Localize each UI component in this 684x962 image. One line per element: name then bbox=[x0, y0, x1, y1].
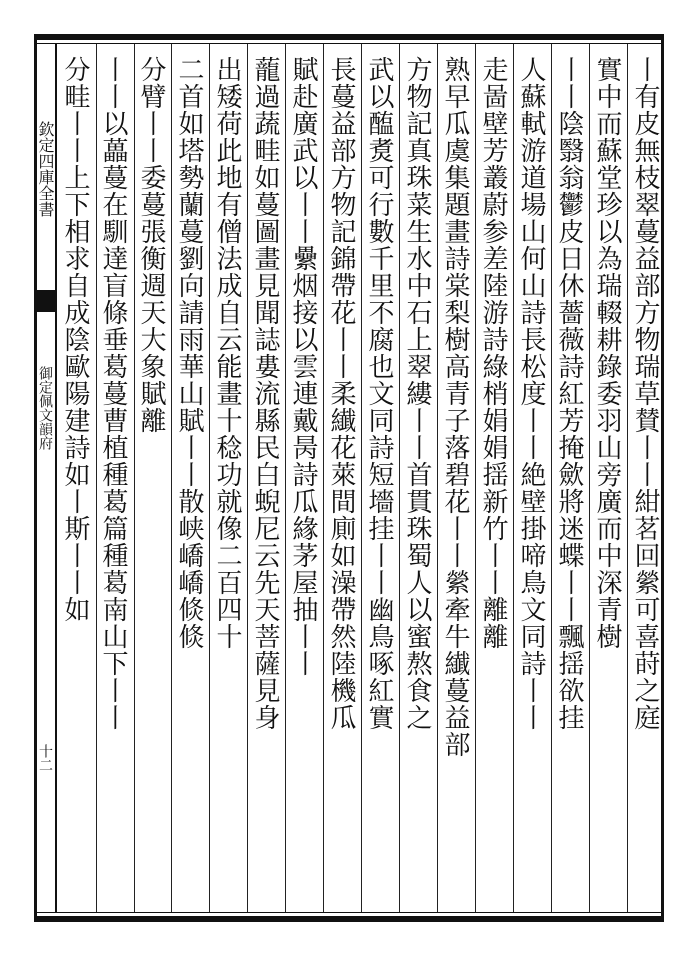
frame-bottom-inner-border bbox=[34, 912, 664, 913]
text-column-3: 丨丨陰翳翁鬱皮日休薔薇詩紅芳掩歛將迷蝶丨丨飄揺欲挂 bbox=[554, 56, 584, 731]
text-column-4: 人蘇軾游道場山何山詩長松度丨丨絶壁掛啼鳥文同詩丨丨 bbox=[516, 56, 546, 731]
text-column-6: 熟早瓜虞集題畫詩棠梨樹高青子落碧花丨丨縈牽牛纎蔓益部 bbox=[440, 56, 470, 758]
text-column-15: 丨丨以藟蔓在馴達盲條垂葛蔓曹植種葛篇種葛南山下丨丨 bbox=[98, 56, 128, 731]
page-number: 十二 bbox=[37, 744, 53, 772]
text-column-7: 方物記真珠菜生水中石上翠縷丨丨首貫珠蜀人以蜜熬食之 bbox=[402, 56, 432, 731]
text-column-13: 二首如塔勢蘭蔓劉向請雨華山賦丨丨散峡嶠嶠倐倐 bbox=[174, 56, 204, 650]
text-column-8: 武以醢煑可行數千里不腐也文同詩短墻挂丨丨幽鳥啄紅實 bbox=[364, 56, 394, 731]
text-column-12: 出矮荷此地有僧法成自云能畫十稔功就像二百四十 bbox=[212, 56, 242, 650]
fishtail-mark bbox=[34, 290, 56, 312]
margin-column-rule bbox=[55, 44, 57, 912]
text-column-14: 分臂丨丨委蔓張衡週天大象賦離 bbox=[136, 56, 166, 434]
text-column-2: 實中而蘇堂珍以為瑞輟耕錄委羽山旁廣而中深青樹 bbox=[592, 56, 622, 650]
frame-top-border bbox=[34, 34, 664, 40]
chapter-title: 御定佩文韻府 bbox=[37, 366, 53, 450]
frame-bottom-border bbox=[34, 916, 664, 922]
frame-top-inner-border bbox=[34, 43, 664, 44]
text-column-16: 分畦丨丨上下相求自成陰歐陽建詩如丨斯丨丨如 bbox=[60, 56, 90, 623]
text-column-11: 蘢過蔬畦如蔓圖畫見聞誌婁流縣民白蜺尼云先天菩薩見身 bbox=[250, 56, 280, 731]
text-column-1: 丨有皮無枝翠蔓益部方物瑞草賛丨丨紺茗回縈可喜莳之庭 bbox=[630, 56, 660, 731]
text-column-10: 賦赴廣武以丨丨纍烟接以雲連戴昺詩瓜緣茅屋抽丨丨 bbox=[288, 56, 318, 677]
text-column-9: 長蔓益部方物記錦帶花丨丨柔纎花萊間廁如澡帶然陸機瓜 bbox=[326, 56, 356, 731]
text-column-5: 走啚壁芳叢蔚参差陸游詩綠梢娟娟揺新竹丨丨離離 bbox=[478, 56, 508, 650]
book-title: 欽定四庫全書 bbox=[36, 121, 55, 217]
